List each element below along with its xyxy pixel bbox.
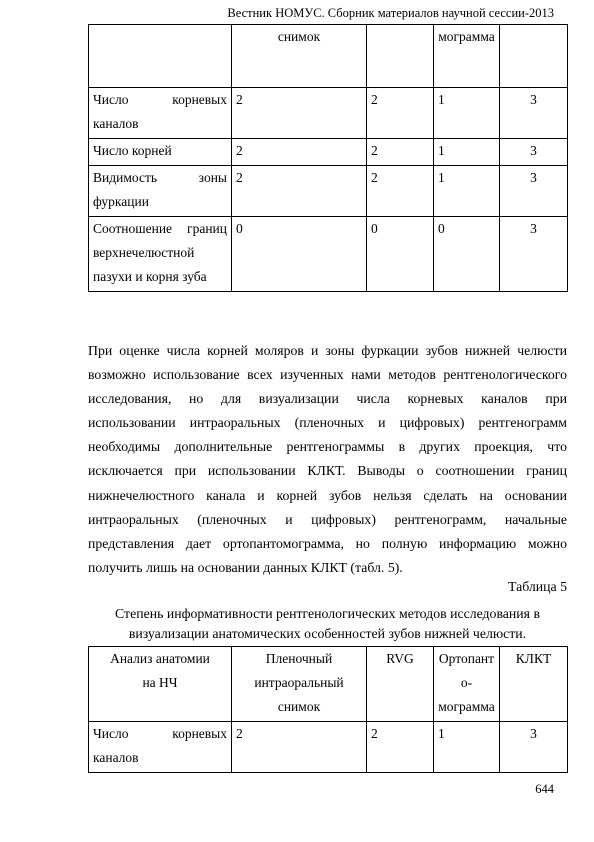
table-cell: мограмма xyxy=(434,25,500,88)
body-paragraph xyxy=(88,339,567,580)
row-label-line: верхнечелюстной xyxy=(93,245,195,260)
row-label xyxy=(89,166,232,217)
paragraph-line: нижнечелюстного канала и корней зубов нельзя сделать на основании xyxy=(88,487,567,503)
row-label-line: каналов xyxy=(93,116,139,131)
row-label-line: пазухи и корня зуба xyxy=(93,269,207,284)
column-header xyxy=(367,647,434,722)
table-cell: 1 xyxy=(434,88,500,139)
row-label-line: Соотношение границ xyxy=(93,221,227,236)
table-cell: 0 xyxy=(232,217,367,292)
row-label xyxy=(89,217,232,292)
table-cell: 0 xyxy=(367,217,434,292)
table-caption xyxy=(88,604,567,644)
table-row xyxy=(89,722,568,773)
row-label xyxy=(89,139,232,166)
table-row xyxy=(89,88,568,139)
table-cell: 2 xyxy=(367,166,434,217)
table-row xyxy=(89,166,568,217)
caption-line: Степень информативности рентгенологических методов исследования в xyxy=(115,606,540,621)
header-line: RVG xyxy=(386,651,414,666)
table-number-label: Таблица 5 xyxy=(507,579,567,594)
table-cell: 2 xyxy=(232,88,367,139)
paragraph-line: использовании интраоральных (пленочных и цифровых) рентгенограмм xyxy=(88,415,567,431)
header-line: о- xyxy=(460,675,473,690)
table-5 xyxy=(88,646,568,773)
caption-line: визуализации анатомических особенностей зубов нижней челюсти. xyxy=(128,626,527,641)
table-cell: 3 xyxy=(500,88,568,139)
running-header: Вестник НОМУС. Сборник материалов научной сессии-2013 xyxy=(227,6,554,20)
table-cell: 2 xyxy=(232,722,367,773)
table-cell: 1 xyxy=(434,139,500,166)
table-cell: снимок xyxy=(232,25,367,88)
row-label xyxy=(89,722,232,773)
table-cell: 3 xyxy=(500,722,568,773)
table-cell xyxy=(367,25,434,88)
column-header xyxy=(500,647,568,722)
table-continued xyxy=(88,24,568,292)
table-cell xyxy=(89,25,232,88)
table-row xyxy=(89,217,568,292)
row-label-line: фуркации xyxy=(93,194,149,209)
paragraph-line: При оценке числа корней моляров и зоны фуркации зубов нижней челюсти xyxy=(88,343,567,358)
row-label-line: Число корневых xyxy=(93,726,227,741)
table-cell: 3 xyxy=(500,139,568,166)
row-label-line: Число корней xyxy=(93,143,172,158)
row-label-line: Видимость зоны xyxy=(93,170,227,185)
header-line: Анализ анатомии xyxy=(110,651,210,666)
header-line: на НЧ xyxy=(142,675,178,690)
table-cell xyxy=(500,25,568,88)
header-line: снимок xyxy=(277,699,321,714)
table-cell: 2 xyxy=(367,88,434,139)
table-cell: 1 xyxy=(434,722,500,773)
paragraph-line: исключается при использовании КЛКТ. Выводы о соотношении границ xyxy=(88,463,567,479)
column-header xyxy=(89,647,232,722)
page-number: 644 xyxy=(535,782,554,796)
paragraph-line: необходимы дополнительные рентгенограммы в других проекция, что xyxy=(88,439,567,455)
row-label xyxy=(89,88,232,139)
paragraph-line: интраоральных (пленочных и цифровых) рентгенограмм, начальные xyxy=(88,511,567,527)
header-line: Пленочный xyxy=(265,651,333,666)
column-header xyxy=(232,647,367,722)
paragraph-line: представления дает ортопантомограмма, но полную информацию можно xyxy=(88,535,567,551)
table-row xyxy=(89,139,568,166)
table-cell: 3 xyxy=(500,217,568,292)
paragraph-line: получить лишь на основании данных КЛКТ (табл. 5). xyxy=(88,559,403,575)
header-line: мограмма xyxy=(438,699,495,714)
table-row xyxy=(89,25,568,88)
column-header xyxy=(434,647,500,722)
table-cell: 2 xyxy=(232,139,367,166)
paragraph-line: возможно использование всех изученных нами методов рентгенологического xyxy=(88,367,567,383)
row-label-line: Число корневых xyxy=(93,92,227,107)
header-line: Ортопант xyxy=(438,651,495,666)
header-line: интраоральный xyxy=(254,675,344,690)
table-cell: 2 xyxy=(232,166,367,217)
row-label-line: каналов xyxy=(93,750,139,765)
table-cell: 2 xyxy=(367,722,434,773)
table-cell: 2 xyxy=(367,139,434,166)
table-cell: 1 xyxy=(434,166,500,217)
table-cell: 0 xyxy=(434,217,500,292)
header-line: КЛКТ xyxy=(515,651,552,666)
paragraph-line: исследования, но для визуализации числа корневых каналов при xyxy=(88,391,567,407)
table-header-row xyxy=(89,647,568,722)
table-cell: 3 xyxy=(500,166,568,217)
